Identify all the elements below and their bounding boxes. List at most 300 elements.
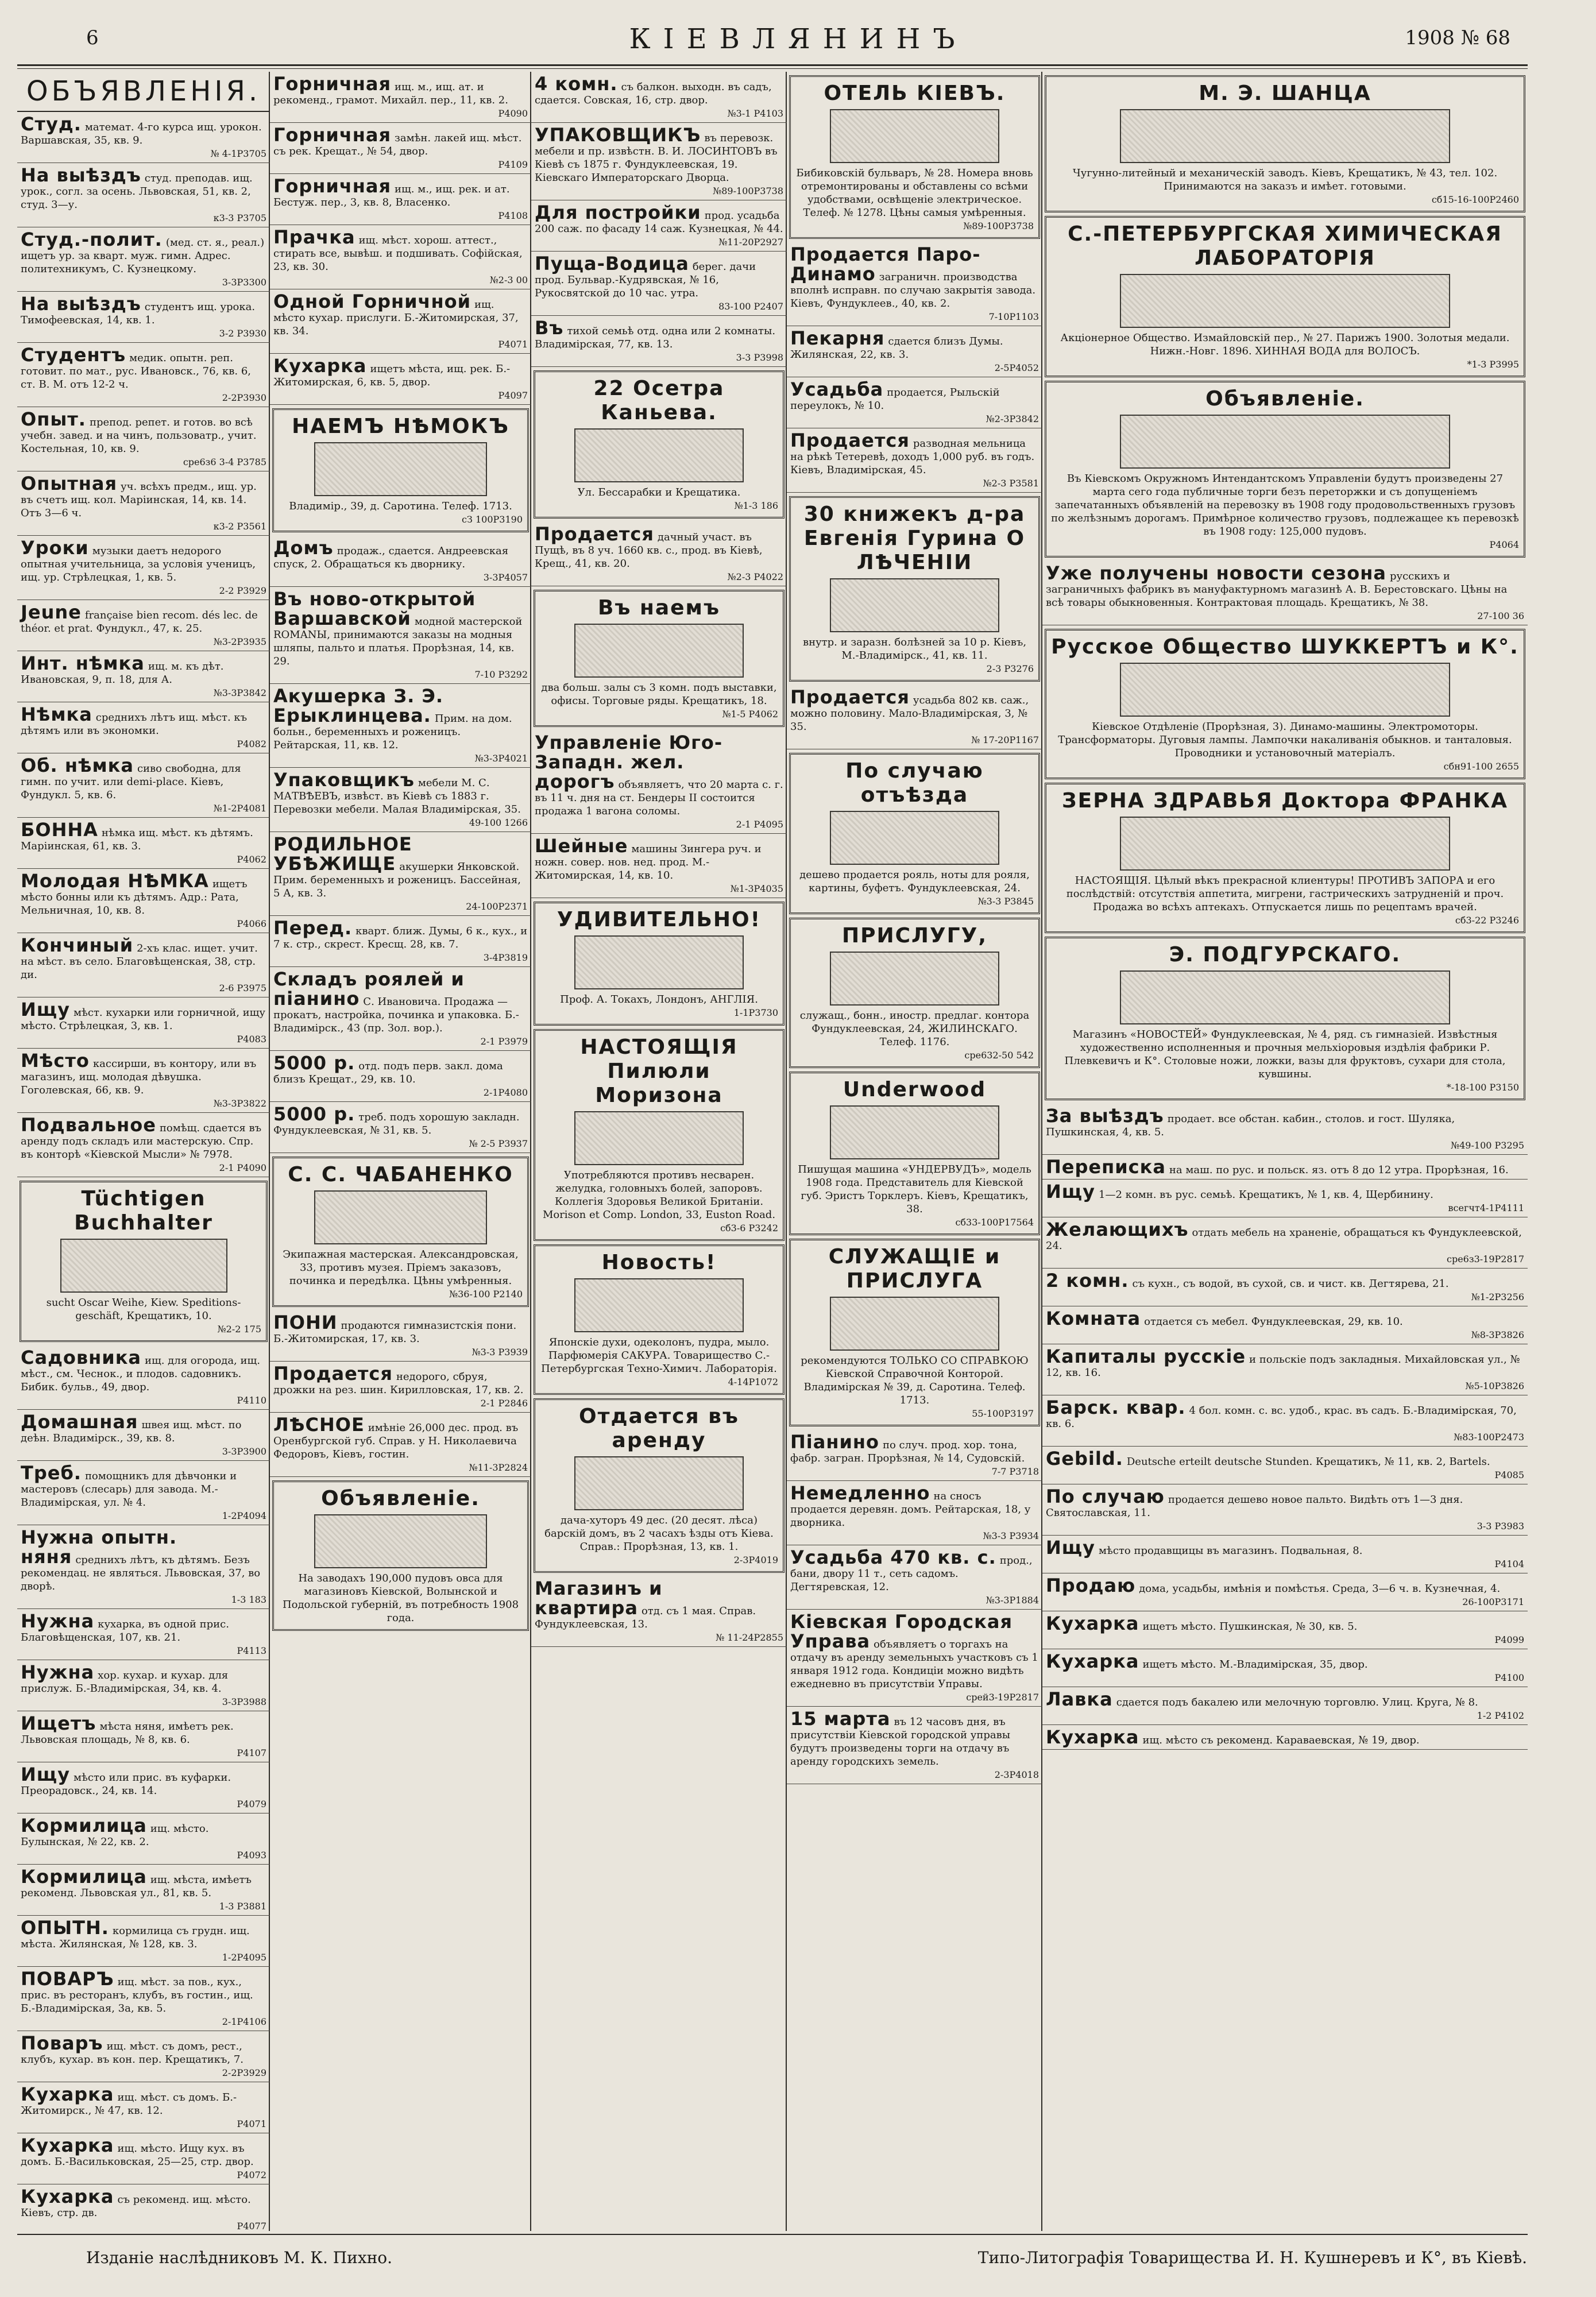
ad-text: кварт. ближ. Думы, 6 к., кух., и 7 к. стр., скрест. Кресщ. 28, кв. 7. (273, 925, 528, 950)
classified-ad (272, 408, 529, 532)
ad-text: ищетъ мѣсто бонны или къ дѣтямъ. Адр.: Рата, Мельничная, 10, кв. 8. (21, 878, 248, 917)
classified-ad (272, 1157, 529, 1307)
ad-reference: Р4110 (237, 1395, 266, 1406)
classified-ad (531, 316, 787, 367)
ad-reference: 1-3 183 (231, 1594, 266, 1605)
ad-heading: Инт. нѣмка (21, 652, 145, 674)
ad-heading: Одной Горничной (273, 291, 471, 312)
classified-ad (787, 685, 1042, 749)
ad-heading: Прачка (273, 226, 355, 248)
classified-ad (1042, 1217, 1528, 1269)
issue-number: 1908 № 68 (1405, 26, 1510, 49)
classified-ad (1045, 216, 1525, 377)
ad-heading: Gebild. (1046, 1448, 1123, 1470)
ad-text: Въ Кіевскомъ Окружномъ Интендантскомъ Управленіи будутъ произведены 27 марта сего года публичные торги безъ переторжки и съ допущеніемъ запечатанныхъ объявленій на перевозку въ 1908 году продовольственныхъ грузовъ по желѣзнымъ дорогамъ. Примѣрное количество грузовъ, подлежащее къ перевозкѣ въ 1908 году: 125,000 пудовъ. (1051, 473, 1519, 537)
ad-heading: Кухарка (1046, 1612, 1139, 1634)
ad-heading: Уже получены новости сезона (1046, 562, 1386, 584)
ad-heading: БОННА (21, 819, 98, 841)
ad-reference: Р4090 (498, 108, 528, 119)
ad-illustration (314, 1190, 488, 1244)
ad-reference: Р4071 (237, 2118, 266, 2129)
ad-text: съ рекоменд. ищ. мѣсто. Кіевъ, стр. дв. (21, 2194, 251, 2219)
ad-text: прод. усадьба 200 саж. по фасаду 14 саж. Кузнецкая, № 44. (535, 210, 783, 235)
ad-reference: к3-3 Р3705 (213, 212, 266, 223)
classified-ad (787, 1430, 1042, 1481)
ad-text: математ. 4-го курса ищ. урокон. Варшавская, 35, кв. 9. (21, 121, 262, 146)
ad-text: ищ. м. къ дѣт. Ивановская, 9, п. 18, для А. (21, 660, 224, 686)
ad-text: Японскіе духи, одеколонъ, пудра, мыло. Парфюмерія САКУРА. Товарищество С.-Петербургская Техно-Химич. Лабораторія. (541, 1336, 777, 1375)
ad-heading: С. С. ЧАБАНЕНКО (288, 1163, 513, 1186)
ad-text: ищ. мѣст. хорош. аттест., стирать все, вывѣш. и подшивать. Софійская, 23, кв. 30. (273, 234, 523, 273)
ad-heading: Упаковщикъ (273, 769, 415, 791)
classified-ad (17, 1410, 270, 1461)
ad-heading: СЛУЖАЩІЕ и ПРИСЛУГА (828, 1245, 1001, 1293)
ad-reference: 3-2 Р3930 (219, 328, 266, 339)
classified-ad (17, 2082, 270, 2133)
ad-text: недорого, сбруя, дрожки на рез. шин. Кирилловская, 17, кв. 2. (273, 1371, 524, 1396)
classified-ad (1042, 1649, 1528, 1687)
ad-heading: Горничная (273, 73, 392, 95)
ad-reference: Р4097 (498, 390, 528, 401)
classified-ad (789, 1072, 1040, 1235)
ad-heading: На выѣздъ (21, 293, 141, 315)
ad-text: швея ищ. мѣст. по деѣн. Владимірск., 39, кв. 8. (21, 1419, 242, 1444)
ad-reference: 1-3 Р3881 (219, 1901, 266, 1912)
ad-heading: Немедленно (790, 1482, 930, 1504)
ad-illustration (574, 1111, 744, 1165)
ad-text: ищ. мѣст. съ домъ, рест., клубъ, кухар. въ кон. пер. Крещатикъ, 7. (21, 2040, 244, 2066)
ad-heading: Э. ПОДГУРСКАГО. (1169, 943, 1401, 966)
ad-reference: 2-1Р4106 (222, 2016, 266, 2027)
ad-heading: УДИВИТЕЛЬНО! (557, 908, 762, 931)
ad-text: заграничн. производства вполнѣ исправн. по случаю закрытія завода. Кіевъ, Фундуклеев., 40, кв. 2. (790, 271, 1036, 310)
ad-text: треб. подъ хорошую закладн. Фундуклеевская, № 31, кв. 5. (273, 1111, 520, 1136)
ad-text: ищ. мѣсто кухар. прислуги. Б.-Житомирская, 37, кв. 34. (273, 299, 519, 337)
ad-text: мебели М. С. МАТВѢЕВЪ, извѣст. въ Кіевѣ съ 1883 г. Перевозки мебели. Малая Владимірская, 35. (273, 777, 521, 815)
classified-ad (270, 123, 531, 174)
ad-text: замѣн. лакей ищ. мѣст. съ рек. Крещат., № 54, двор. (273, 132, 522, 157)
ad-reference: Р4093 (237, 1850, 266, 1861)
ad-reference: №89-100Р3738 (963, 221, 1034, 231)
column-4 (787, 72, 1042, 2231)
ad-text: (мед. ст. я., реал.) ищетъ ур. за кварт. муж. гимн. Адрес. политехникумъ, С. Кузнецкому. (21, 237, 265, 275)
ad-reference: Р4099 (1494, 1634, 1524, 1645)
ad-reference: №3-1 Р4103 (727, 108, 783, 119)
ad-text: ищ. мѣсто. Булынская, № 22, кв. 2. (21, 1823, 209, 1848)
classified-ad (789, 1239, 1040, 1426)
classified-ad (270, 1413, 531, 1477)
ad-illustration (314, 1514, 488, 1568)
ad-heading: НАЕМЪ НѢМОКЪ (292, 415, 509, 438)
ad-reference: №8-3Р3826 (1471, 1329, 1524, 1340)
classified-ad (270, 967, 531, 1051)
classified-ad (270, 1310, 531, 1362)
classified-ad (17, 1609, 270, 1660)
ad-heading: Кухарка (21, 2186, 114, 2207)
ad-text: дача-хуторъ 49 дес. (20 десят. лѣса) барскій домъ, въ 2 часахъ ѣзды отъ Кіева. Справ.: Прорѣзная, 13, кв. 1. (544, 1514, 774, 1553)
ad-reference: Р4071 (498, 339, 528, 350)
ad-heading: ПОВАРЪ (21, 1968, 114, 1990)
ad-text: Deutsche erteilt deutsche Stunden. Крещатикъ, № 11, кв. 2, Bartels. (1126, 1456, 1490, 1468)
ad-text: препод. репет. и готов. во всѣ учебн. завед. и на чинъ, пользоватр., учит. Костельная, 10, кв. 9. (21, 416, 257, 455)
ad-text: на маш. по рус. и польск. яз. отъ 8 до 12 утра. Прорѣзная, 16. (1169, 1164, 1509, 1176)
ad-heading: Въ ново-открытой Варшавской (273, 588, 476, 629)
ad-heading: По случаю (1046, 1486, 1165, 1507)
ad-reference: №83-100Р2473 (1454, 1432, 1524, 1443)
ad-reference: 7-10Р1103 (988, 311, 1039, 322)
ad-heading: Пекарня (790, 327, 885, 349)
ad-text: усадьба 802 кв. саж., можно половину. Мало-Владимірская, 3, № 35. (790, 694, 1029, 733)
ad-heading: 22 Осетра Каньева. (593, 377, 725, 424)
ad-list (531, 72, 787, 1647)
ad-text: Ул. Бессарабки и Крещатика. (577, 486, 741, 498)
ad-heading: Піанино (790, 1431, 879, 1453)
ad-text: кормилица съ грудн. ищ. мѣста. Жилянская, № 128, кв. 3. (21, 1925, 250, 1950)
ad-illustration (830, 578, 999, 632)
classified-ad (1042, 1611, 1528, 1649)
ad-reference: 7-7 Р3718 (991, 1466, 1039, 1477)
ad-text: НАСТОЯЩІЯ. Цѣлый вѣкъ прекрасной клиентуры! ПРОТИВЪ ЗАПОРА и его послѣдствій: отсутствія аппетита, мигрени, гастрическихъ затрудненій и проч. Продажа во всѣхъ аптекахъ. Отпускается лишь по рецептамъ врачей. (1066, 875, 1504, 913)
ad-heading: Ищетъ (21, 1712, 96, 1734)
ad-illustration (574, 935, 744, 989)
classified-ad (531, 123, 787, 200)
publisher-line: Изданіе наслѣдниковъ М. К. Пихно. (86, 2248, 393, 2267)
classified-ad (17, 997, 270, 1049)
ad-text: уч. всѣхъ предм., ищ. ур. въ счетъ ищ. кол. Маріинская, 14, кв. 14. Отъ 3—6 ч. (21, 481, 257, 519)
classified-ad (270, 354, 531, 405)
ad-text: студентъ ищ. урока. Тимофеевская, 14, кв. 1. (21, 301, 256, 326)
ad-text: съ балкон. выходн. въ садъ, сдается. Совская, 16, стр. двор. (535, 81, 772, 106)
classified-ad (1042, 1395, 1528, 1447)
classified-ad (1042, 1687, 1528, 1725)
classified-ad (17, 1711, 270, 1762)
ad-text: отд. подъ перв. закл. дома близъ Крещат., 29, кв. 10. (273, 1060, 503, 1085)
ad-heading: Кормилица (21, 1866, 147, 1888)
ad-text: два больш. залы съ 3 комн. подъ выставки, офисы. Торговые ряды. Крещатикъ, 18. (541, 682, 777, 707)
ad-reference: Р4062 (237, 854, 266, 865)
ad-text: продаются гимназистскія пони. Б.-Житомирская, 17, кв. 3. (273, 1320, 517, 1345)
classified-ad (17, 753, 270, 818)
classified-ad (270, 587, 531, 684)
ad-reference: 3-3Р3988 (222, 1696, 266, 1707)
ad-reference: №89-100Р3738 (713, 185, 783, 196)
ad-heading: Усадьба (790, 378, 884, 400)
classified-ad (17, 651, 270, 702)
classified-ad (1042, 1155, 1528, 1180)
ad-reference: №11-20Р2927 (718, 237, 783, 248)
ad-heading: Кухарка (21, 2134, 114, 2156)
classified-ad (17, 2184, 270, 2231)
ad-text: ищ. мѣст. за пов., кух., прис. въ ресторанъ, клубъ, въ гостин., ищ. Б.-Владимірская, 3а, кв. 5. (21, 1976, 253, 2014)
ad-heading: Опыт. (21, 408, 86, 430)
classified-ad (17, 1525, 270, 1609)
ad-illustration (60, 1239, 227, 1293)
ad-text: и польскіе подъ закладныя. Михайловская ул., № 12, кв. 16. (1046, 1354, 1520, 1379)
ad-heading: М. Э. ШАНЦА (1199, 82, 1371, 105)
ad-heading: Продается (273, 1363, 393, 1385)
ad-heading: 5000 р. (273, 1103, 355, 1125)
ad-reference: Р4072 (237, 2170, 266, 2180)
ad-heading: Усадьба 470 кв. с. (790, 1546, 996, 1568)
ad-reference: №2-3Р3842 (986, 413, 1039, 424)
classified-ad (1042, 1725, 1528, 1750)
ad-reference: 2-1Р4080 (483, 1087, 528, 1098)
classified-ad (17, 471, 270, 536)
classified-ad (17, 227, 270, 292)
classified-ad (787, 1481, 1042, 1545)
ad-reference: 2-1 Р4090 (219, 1162, 266, 1173)
ad-text: Пишущая машина «УНДЕРВУДЪ», модель 1908 года. Представитель для Кіевской губ. Эристъ Торклеръ. Кіевъ, Крещатикъ, 38. (798, 1163, 1031, 1215)
classified-ad (17, 536, 270, 600)
ad-text: внутр. и заразн. болѣзней за 10 р. Кіевъ, М.-Владимірск., 41, кв. 11. (802, 636, 1027, 662)
ad-heading: Продаю (1046, 1575, 1136, 1596)
classified-ad (1042, 1536, 1528, 1573)
footer-rule (17, 2234, 1528, 2235)
ad-heading: Управленіе Юго-Западн. жел. дорогъ (535, 732, 723, 792)
ad-text: мѣста няня, имѣетъ рек. Львовская площадь, № 8, кв. 6. (21, 1720, 234, 1746)
ad-illustration (1120, 109, 1450, 163)
ad-text: Магазинъ «НОВОСТЕЙ» Фундуклеевская, № 4, ряд. съ гимназіей. Извѣстныя художественно исполненныя и прочныя мельхіоровыя издѣлія фабрики Р. Плевкевичъ и К°. Столовые ножи, ложки, вазы для фруктовъ, сухари для стола, кувшины. (1064, 1028, 1506, 1080)
ad-text: мѣсто или прис. въ куфарки. Преорадовск., 24, кв. 14. (21, 1772, 231, 1797)
ad-text: ищетъ мѣсто. Пушкинская, № 30, кв. 5. (1142, 1621, 1358, 1633)
ad-text: модной мастерской ROMANЫ, принимаются заказы на модныя шляпы, пальто и платья. Прорѣзная, 14, кв. 29. (273, 616, 523, 667)
ad-reference: №36-100 Р2140 (449, 1289, 523, 1300)
ad-reference: Р4113 (237, 1645, 266, 1656)
classified-ad (17, 1967, 270, 2031)
ad-reference: 2-3Р4018 (994, 1769, 1039, 1780)
ad-text: Кіевское Отдѣленіе (Прорѣзная, 3). Динамо-машины. Электромоторы. Трансформаторы. Дуговыя лампы. Лампочки накаливанія обыкнов. и танталовыя. Проводники и установочный матеріалъ. (1058, 721, 1512, 759)
ad-text: нѣмка ищ. мѣст. къ дѣтямъ. Маріинская, 61, кв. 3. (21, 827, 253, 852)
ad-text: отдается съ мебел. Фундуклеевская, 29, кв. 10. (1144, 1316, 1403, 1328)
ad-reference: Р4109 (498, 159, 528, 170)
ad-reference: 3-3Р3300 (222, 277, 266, 288)
classified-ad (270, 832, 531, 916)
ad-text: 2-хъ клас. ищет. учит. на мѣст. въ село. Благовѣщенская, 38, стр. ди. (21, 942, 258, 981)
ad-heading: Кіевская Городская Управа (790, 1611, 1013, 1652)
classified-ad (787, 1610, 1042, 1707)
ad-reference: №1-3Р4035 (730, 883, 783, 894)
ad-reference: 3-3Р3900 (222, 1446, 266, 1457)
classified-ad (1042, 1573, 1528, 1611)
ad-reference: 2-1 Р4095 (736, 819, 783, 830)
classified-ad (17, 1461, 270, 1525)
ad-reference: 83-100 Р2407 (718, 301, 783, 312)
ad-illustration (1120, 817, 1450, 871)
ad-illustration (830, 109, 999, 163)
ad-heading: Нужна опытн. няня (21, 1526, 177, 1568)
ad-heading: 30 книжекъ д-ра Евгенія Гурина О ЛѢЧЕНІИ (803, 502, 1026, 574)
ad-reference: №3-3Р3842 (213, 687, 266, 698)
ad-illustration (1120, 274, 1450, 328)
ad-heading: Кухарка (1046, 1650, 1139, 1672)
classified-ad (270, 1102, 531, 1153)
ad-text: помощникъ для дѣвчонки и мастеровъ (слесарь) для завода. М.-Владимірская, ул. № 4. (21, 1470, 237, 1509)
ad-list (270, 72, 531, 1631)
header-rule-thin (17, 68, 1528, 69)
classified-ad (17, 1916, 270, 1967)
ad-text: помѣщ. сдается въ аренду подъ складъ или мастерскую. Спр. въ конторѣ «Кіевской Мысли» № 7978. (21, 1122, 262, 1161)
ad-heading: Продается (535, 523, 654, 545)
ad-text: берег. дачи прод. Бульвар.-Кудрявская, № 16, Рукосвятской до 10 час. утра. (535, 261, 756, 299)
ad-reference: №1-2Р3256 (1471, 1291, 1524, 1302)
classified-ad (272, 1480, 529, 1631)
ad-heading: ЗЕРНА ЗДРАВЬЯ Доктора ФРАНКА (1062, 789, 1508, 813)
classified-ad (1042, 1180, 1528, 1217)
ad-list (17, 112, 270, 2231)
ad-reference: сЗ 100Р3190 (461, 514, 523, 525)
ad-reference: 3-4Р3819 (483, 952, 528, 963)
ad-reference: 4-14Р1072 (728, 1376, 778, 1387)
ad-text: продается, Рыльскій переулокъ, № 10. (790, 386, 1000, 412)
ad-heading: Перед. (273, 917, 353, 939)
ad-heading: Молодая НѢМКА (21, 870, 209, 892)
ad-heading: Ищу (1046, 1181, 1096, 1202)
ad-heading: Ищу (21, 1764, 71, 1785)
ad-reference: *-18-100 Р3150 (1446, 1082, 1519, 1093)
classified-ad (1042, 1306, 1528, 1344)
classified-ad (17, 869, 270, 933)
ad-heading: Шейные (535, 835, 628, 857)
classified-ad (270, 1362, 531, 1413)
classified-ad (787, 1707, 1042, 1784)
classified-ad (17, 702, 270, 753)
ad-illustration (830, 811, 999, 865)
ad-reference: 2-2Р3929 (222, 2067, 266, 2078)
classified-ad (17, 112, 270, 163)
ad-heading: Студ. (21, 113, 82, 135)
ad-text: ищ. для огорода, ищ. мѣст., см. Чеснок., и плодов. садовникъ. Бибик. бульв., 49, двор. (21, 1355, 260, 1393)
ad-text: 4 бол. комн. с. вс. удоб., крас. въ садъ. Б.-Владимірская, 70, кв. 6. (1046, 1405, 1517, 1430)
ad-heading: 5000 р. (273, 1052, 355, 1074)
classified-ad (787, 242, 1042, 326)
ad-reference: №2-2 175 (217, 1324, 261, 1335)
ad-text: Проф. А. Токахъ, Лондонъ, АНГЛІЯ. (560, 993, 758, 1006)
ad-heading: Студентъ (21, 344, 126, 366)
ad-reference: 2-1 Р2846 (480, 1398, 528, 1409)
ad-heading: На выѣздъ (21, 164, 141, 186)
classified-ad (20, 1181, 268, 1342)
ad-reference: 26-100Р3171 (1462, 1596, 1524, 1607)
classified-ad (789, 918, 1040, 1068)
classified-ad (787, 377, 1042, 428)
classified-ad (534, 370, 785, 519)
ad-heading: Tüchtigen Buchhalter (74, 1187, 213, 1235)
classified-ad (17, 1049, 270, 1113)
ad-reference: 3-3Р4057 (483, 572, 528, 583)
ad-text: Прим. на дом. больн., беременныхъ и роженицъ. Рейтарская, 11, кв. 12. (273, 713, 512, 751)
classified-ad (531, 834, 787, 898)
ad-text: сиво свободна, для гимн. по учит. или demi-place. Кіевъ, Фундукл. 5, кв. 6. (21, 763, 241, 801)
ad-text: ищетъ мѣста, ищ. рек. Б.-Житомирская, 6, кв. 5, двор. (273, 363, 511, 388)
ad-heading: 4 комн. (535, 73, 618, 95)
ad-reference: Р4108 (498, 210, 528, 221)
ad-text: медик. опытн. реп. готовит. по мат., рус. Ивановск., 76, кв. 6, ст. В. М. отъ 12-2 ч. (21, 352, 252, 390)
ad-text: среднихъ лѣтъ, къ дѣтямъ. Безъ рекомендац. не являться. Львовская, 37, во дворѣ. (21, 1554, 261, 1592)
ad-reference: к3-2 Р3561 (213, 521, 266, 532)
ad-text: дачный участ. въ Пущѣ, въ 8 уч. 1660 кв. с., прод. въ Кіевѣ, Крещ., 41, кв. 20. (535, 531, 763, 570)
ad-text: sucht Oscar Weihe, Kiew. Speditions-geschäft, Крещатикъ, 10. (46, 1297, 241, 1322)
ad-heading: ПРИСЛУГУ, (841, 924, 988, 948)
classified-ad (270, 72, 531, 123)
ad-illustration (574, 1456, 744, 1510)
ad-text: ищ. м., ищ. ат. и рекоменд., грамот. Михайл. пер., 11, кв. 2. (273, 81, 508, 106)
ad-reference: 55-100Р3197 (972, 1408, 1034, 1419)
ad-heading: Русское Общество ШУККЕРТЪ и К°. (1051, 635, 1519, 659)
ad-reference: №3-3Р1884 (986, 1595, 1039, 1606)
ad-text: въ перевозк. мебели и пр. извѣстн. В. И. ЛОСИНТОВЪ въ Кіевѣ съ 1875 г. Фундуклеевская, 19. Кіевскаго Императорскаго Дворца. (535, 132, 778, 184)
ad-reference: 1-2Р4094 (222, 1510, 266, 1521)
classified-ad (270, 174, 531, 225)
ad-text: объявляетъ о торгахъ на отдачу въ аренду земельныхъ участковъ съ 1 января 1912 года. Кондиціи можно видѣть ежедневно въ присутствіи Управы. (790, 1638, 1038, 1690)
ad-reference: Р4083 (237, 1034, 266, 1045)
classified-ad (270, 536, 531, 587)
classified-ad (17, 933, 270, 997)
ad-heading: Желающихъ (1046, 1219, 1189, 1240)
classified-ad (17, 407, 270, 471)
classified-ad (534, 1398, 785, 1573)
ad-heading: Мѣсто (21, 1050, 90, 1072)
classified-ad (1045, 629, 1525, 779)
classified-ad (534, 902, 785, 1026)
classified-ad (1042, 1344, 1528, 1395)
classified-ad (789, 496, 1040, 682)
ad-reference: 7-10 Р3292 (474, 669, 528, 680)
ad-illustration (1120, 970, 1450, 1024)
classified-ad (17, 292, 270, 343)
ad-heading: Нужна (21, 1610, 95, 1632)
classified-ad (531, 200, 787, 252)
ad-reference: Р4064 (1489, 539, 1519, 550)
ad-reference: сб3-22 Р3246 (1455, 915, 1519, 926)
ad-reference: 24-100Р2371 (466, 901, 528, 912)
ad-reference: № 11-24Р2855 (716, 1632, 783, 1643)
ad-heading: Горничная (273, 175, 392, 197)
ad-text: Чугунно-литейный и механическій заводъ. Кіевъ, Крещатикъ, № 43, тел. 102. Принимаются на заказъ и имѣет. готовыми. (1072, 167, 1498, 192)
ad-reference: №1-5 Р4062 (722, 709, 778, 720)
ad-heading: По случаю отъѣзда (845, 759, 984, 807)
classified-ad (531, 252, 787, 316)
ad-reference: Р4107 (237, 1747, 266, 1758)
ad-text: въ 12 часовъ дня, въ присутствіи Кіевской городской управы будутъ произведены торги на отдачу въ аренду городскихъ земель. (790, 1716, 1011, 1768)
ad-heading: Кухарка (273, 355, 367, 377)
ad-text: продает. все обстан. кабин., столов. и гост. Шуляка, Пушкинская, 4, кв. 5. (1046, 1113, 1455, 1138)
ad-text: рекомендуются ТОЛЬКО СО СПРАВКОЮ Кіевской Справочной Конторой. Владимірская № 39, д. Саротина. Телеф. 1713. (801, 1355, 1029, 1406)
ad-reference: №3-2Р3935 (213, 636, 266, 647)
ad-heading: Барск. квар. (1046, 1397, 1186, 1418)
classified-ad (270, 289, 531, 354)
ad-text: кассирши, въ контору, или въ магазинъ, ищ. молодая дѣвушка. Гоголевская, 66, кв. 9. (21, 1058, 257, 1096)
ad-reference: 27-100 36 (1477, 610, 1524, 621)
ad-text: На заводахъ 190,000 пудовъ овса для магазиновъ Кіевской, Волынской и Подольской губерній, въ потребность 1908 года. (282, 1572, 519, 1624)
ad-heading: Уроки (21, 537, 89, 559)
ad-reference: 2-3 Р3276 (986, 663, 1034, 674)
ad-reference: №49-100 Р3295 (1450, 1140, 1524, 1151)
ad-illustration (1120, 415, 1450, 469)
classified-ad (534, 1029, 785, 1241)
ad-reference: Р4077 (237, 2221, 266, 2231)
ad-text: съ кухн., съ водой, въ сухой, св. и чист. кв. Дегтярева, 21. (1132, 1278, 1449, 1290)
ad-text: служащ., бонн., иностр. предлаг. контора Фундуклеевская, 24, ЖИЛИНСКАГО. Телеф. 1176. (799, 1010, 1030, 1048)
classified-ad (17, 600, 270, 651)
ad-heading: Нѣмка (21, 703, 92, 725)
ad-text: ищ. мѣст. съ домъ. Б.-Житомирск., № 47, кв. 12. (21, 2091, 237, 2117)
ad-heading: Объявленіе. (1205, 387, 1365, 411)
ad-heading: Складъ роялей и піанино (273, 968, 465, 1010)
ad-heading: РОДИЛЬНОЕ УБѢЖИЩЕ (273, 833, 412, 875)
ad-reference: №3-3 Р3845 (977, 896, 1034, 907)
ad-heading: Кормилица (21, 1815, 147, 1836)
ad-text: ищ. мѣста, имѣетъ рекоменд. Львовская ул., 81, кв. 5. (21, 1874, 252, 1899)
